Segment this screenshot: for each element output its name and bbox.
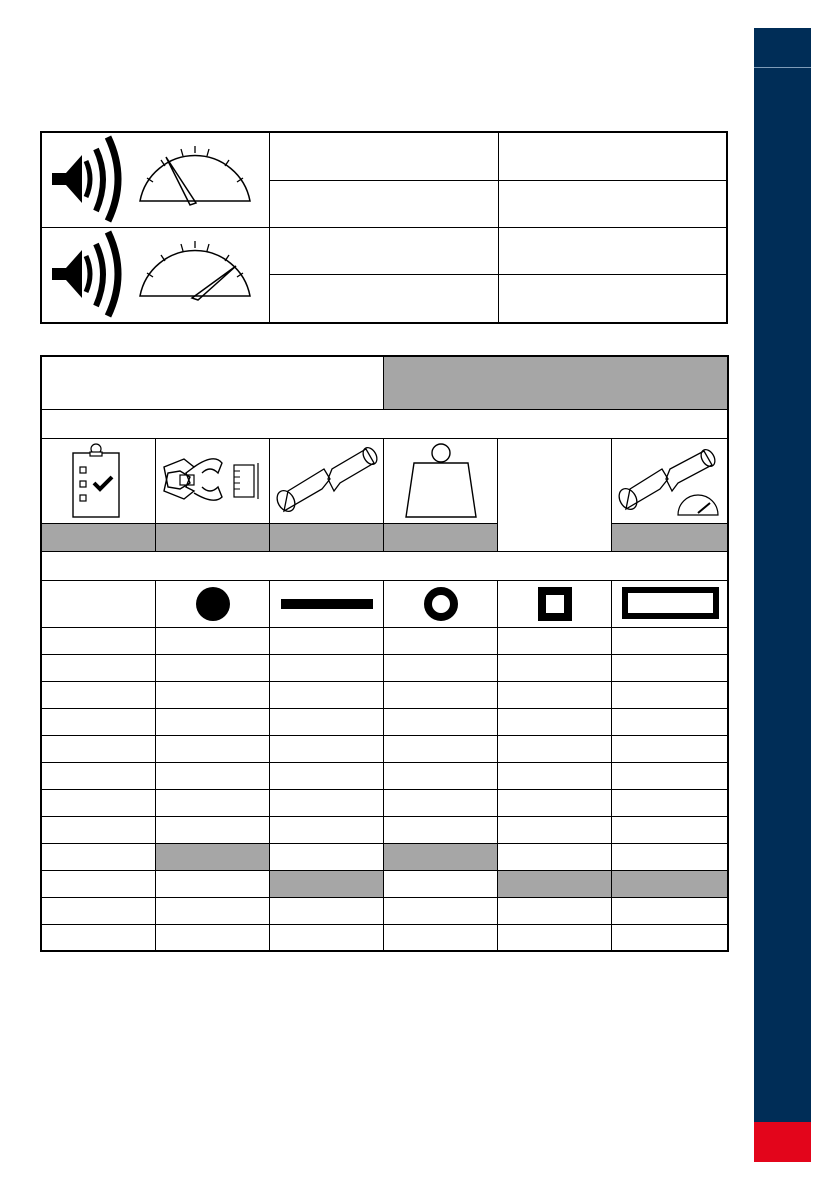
table-cell (269, 816, 383, 843)
table-cell (155, 897, 269, 924)
table-cell (269, 654, 383, 681)
table-cell (611, 924, 728, 951)
table-cell (41, 627, 155, 654)
table-cell (611, 843, 728, 870)
table-cell (155, 708, 269, 735)
table-cell (383, 735, 497, 762)
table-cell (497, 708, 611, 735)
table-cell (383, 762, 497, 789)
table-row (41, 762, 728, 789)
side-band-divider (754, 67, 811, 68)
speaker-gauge-low-icon (42, 133, 269, 227)
table-row (41, 735, 728, 762)
table-cell (383, 654, 497, 681)
gray-band-cell (269, 523, 383, 551)
noise-cell (498, 132, 727, 180)
rectangular-tube-icon (612, 581, 729, 627)
table-cell (497, 843, 611, 870)
table-cell (497, 654, 611, 681)
tube-icon-cell (383, 580, 497, 627)
tube-icon (384, 581, 498, 627)
table-cell (41, 654, 155, 681)
table-cell (611, 654, 728, 681)
noise-cell (270, 275, 499, 323)
gray-band-cell (383, 523, 497, 551)
table-cell (497, 789, 611, 816)
checklist-icon-cell (41, 438, 155, 523)
section-row (41, 409, 728, 438)
jaw-opening-icon-cell (155, 438, 269, 523)
table-cell (611, 816, 728, 843)
table-cell (269, 735, 383, 762)
cut-bar-speed-icon-cell (611, 438, 728, 523)
header-left (41, 356, 383, 409)
weight-icon (384, 439, 498, 523)
table-cell (155, 762, 269, 789)
table-cell (41, 708, 155, 735)
table-cell (383, 924, 497, 951)
square-tube-icon-cell (497, 580, 611, 627)
table-cell (611, 735, 728, 762)
table-cell (155, 735, 269, 762)
table-cell (269, 681, 383, 708)
table-cell (497, 681, 611, 708)
spec-table (40, 355, 729, 952)
table-cell (383, 789, 497, 816)
spec-data-rows (41, 627, 728, 951)
table-cell (269, 843, 383, 870)
table-cell (155, 627, 269, 654)
table-cell (383, 843, 497, 870)
gray-band-cell (611, 523, 728, 551)
table-cell (383, 897, 497, 924)
round-bar-icon-cell (155, 580, 269, 627)
table-cell (497, 816, 611, 843)
weight-icon-cell (383, 438, 497, 523)
noise-cell (270, 132, 499, 180)
table-cell (269, 870, 383, 897)
table-cell (155, 924, 269, 951)
table-cell (497, 735, 611, 762)
table-cell (155, 870, 269, 897)
noise-cell (498, 228, 727, 275)
table-cell (269, 708, 383, 735)
table-cell (269, 627, 383, 654)
table-cell (611, 627, 728, 654)
gray-band-cell (155, 523, 269, 551)
table-cell (41, 897, 155, 924)
table-row (41, 816, 728, 843)
table-row (41, 789, 728, 816)
table-cell (611, 762, 728, 789)
table-cell (155, 843, 269, 870)
noise-table (40, 131, 728, 324)
table-cell (269, 897, 383, 924)
flat-bar-icon (270, 581, 384, 627)
table-cell (155, 816, 269, 843)
table-row (41, 843, 728, 870)
table-cell (155, 654, 269, 681)
table-cell (41, 681, 155, 708)
noise-cell (270, 180, 499, 228)
table-cell (41, 843, 155, 870)
header-right (383, 356, 728, 409)
cut-bar-icon (270, 439, 384, 523)
table-cell (611, 789, 728, 816)
table-row (41, 870, 728, 897)
gray-band-cell (41, 523, 155, 551)
table-cell (41, 924, 155, 951)
table-cell (383, 681, 497, 708)
square-tube-icon (498, 581, 612, 627)
side-band-accent (754, 1122, 811, 1162)
table-cell (383, 627, 497, 654)
table-cell (383, 708, 497, 735)
noise-cell (270, 228, 499, 275)
table-cell (497, 924, 611, 951)
checklist-icon (42, 439, 156, 523)
jaw-opening-icon (156, 439, 270, 523)
cut-bar-speed-icon (612, 439, 729, 523)
table-cell (611, 897, 728, 924)
table-cell (611, 708, 728, 735)
rectangular-tube-icon-cell (611, 580, 728, 627)
speaker-gauge-high-icon (42, 228, 269, 322)
flat-bar-icon-cell (269, 580, 383, 627)
noise-cell (498, 180, 727, 228)
table-row (41, 654, 728, 681)
table-cell (611, 870, 728, 897)
table-cell (269, 924, 383, 951)
table-cell (41, 762, 155, 789)
blank-icon-cell (497, 438, 611, 551)
table-cell (497, 897, 611, 924)
table-row (41, 897, 728, 924)
table-cell (497, 870, 611, 897)
table-cell (383, 870, 497, 897)
table-row (41, 681, 728, 708)
noise-icon-cell-low (41, 132, 270, 228)
section-row (41, 551, 728, 580)
table-row (41, 708, 728, 735)
round-bar-icon (156, 581, 270, 627)
side-band (754, 28, 811, 1162)
table-row (41, 924, 728, 951)
table-cell (269, 789, 383, 816)
table-cell (155, 681, 269, 708)
table-row (41, 627, 728, 654)
shape-label-cell (41, 580, 155, 627)
noise-icon-cell-high (41, 228, 270, 324)
table-cell (497, 762, 611, 789)
table-cell (41, 816, 155, 843)
table-cell (611, 681, 728, 708)
table-cell (155, 789, 269, 816)
noise-cell (498, 275, 727, 323)
table-cell (269, 762, 383, 789)
table-cell (41, 735, 155, 762)
table-cell (41, 870, 155, 897)
table-cell (497, 627, 611, 654)
cut-bar-icon-cell (269, 438, 383, 523)
table-cell (383, 816, 497, 843)
table-cell (41, 789, 155, 816)
